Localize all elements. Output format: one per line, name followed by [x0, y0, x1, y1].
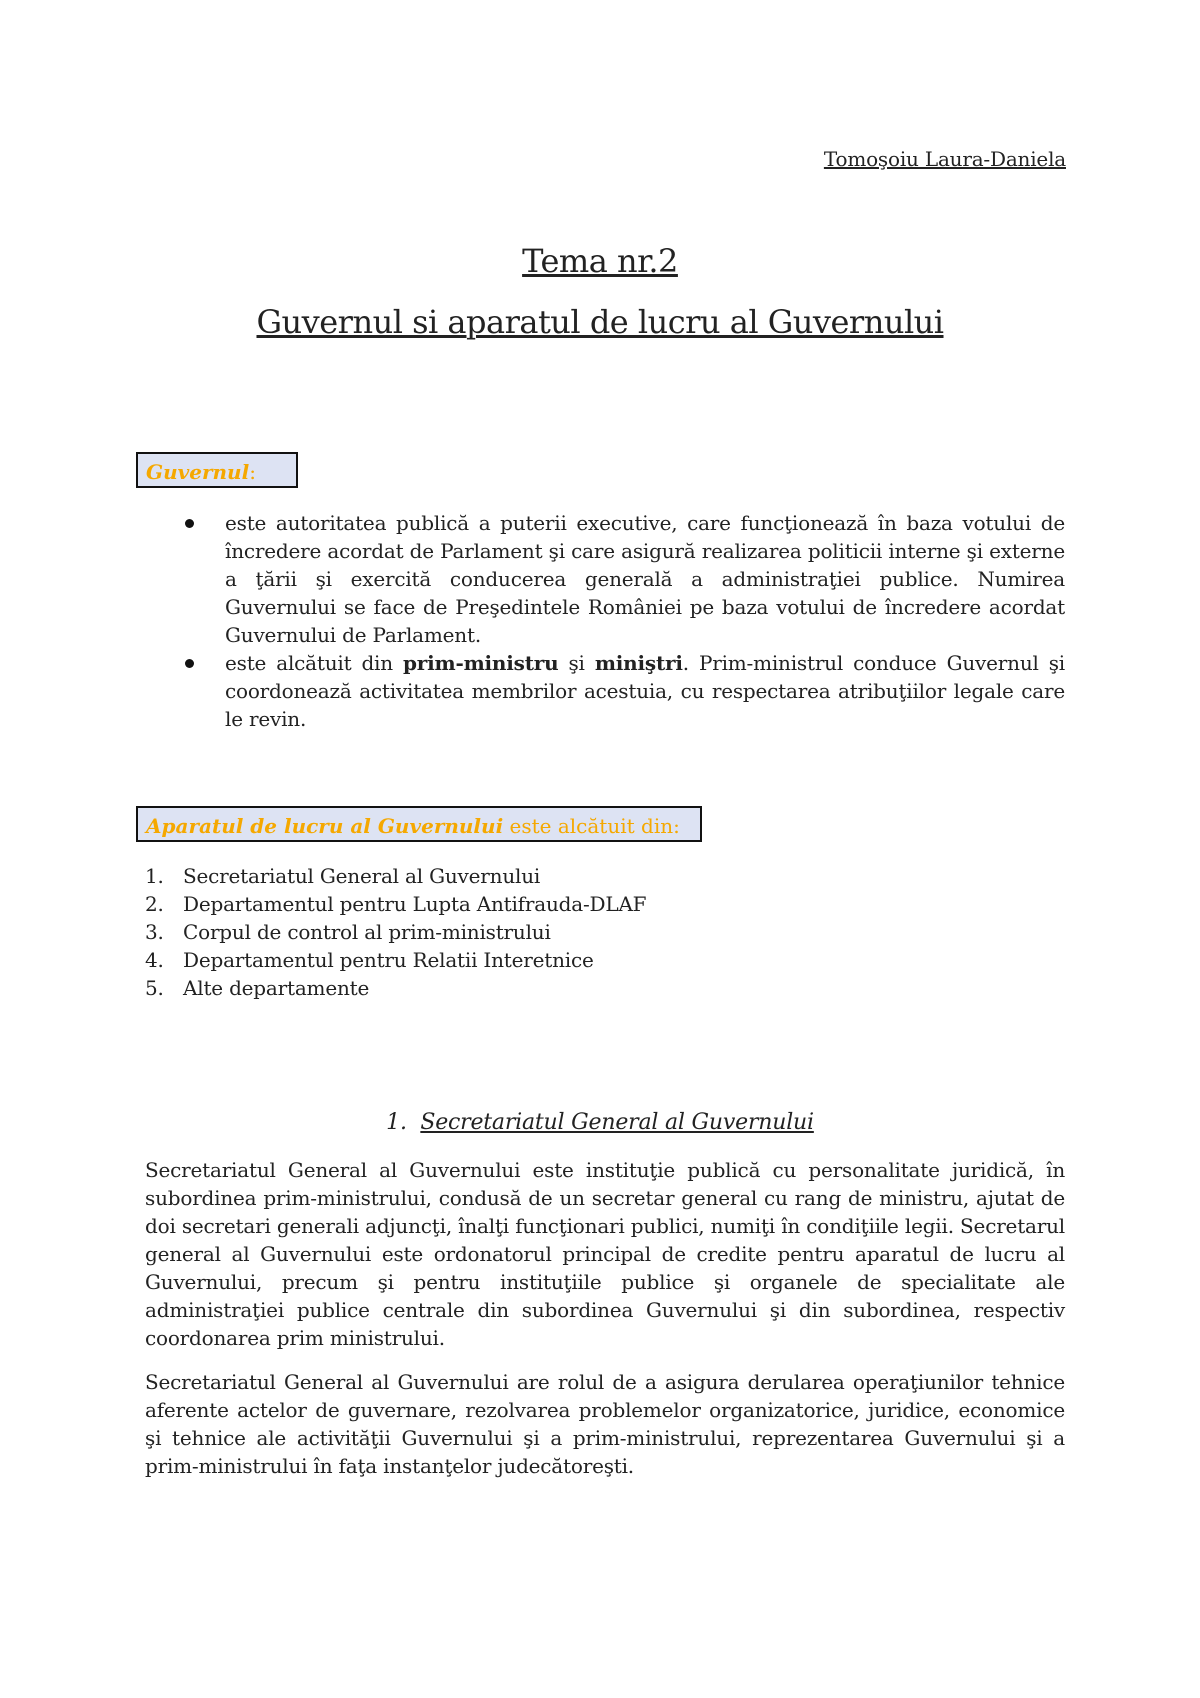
section-paragraph-2: Secretariatul General al Guvernului are rolul de a asigura derularea operaţiunilor tehnice aferente actelor de guvernare, rezolvarea problemelor organizatorice, juridice, economice şi tehnice ale activităţii Guvernului şi a prim-ministrului, reprezentarea Guvernului şi a prim-ministrului în faţa instanţelor judecătoreşti. — [145, 1370, 1065, 1478]
aparatul-label-box — [136, 806, 702, 842]
guvernul-bullet-list — [175, 509, 1065, 733]
guvernul-label-suffix: : — [249, 460, 256, 484]
list-item: 3. Corpul de control al prim-ministrului — [145, 920, 551, 944]
page-title: Tema nr.2 — [522, 242, 678, 280]
section-title: Secretariatul General al Guvernului — [420, 1110, 814, 1135]
bullet-icon — [185, 659, 194, 668]
page-subtitle: Guvernul si aparatul de lucru al Guvernului — [256, 303, 944, 341]
list-item: 2. Departamentul pentru Lupta Antifrauda-DLAF — [145, 892, 647, 916]
list-item: 5. Alte departamente — [145, 976, 370, 1000]
aparatul-list — [145, 862, 646, 1002]
list-item: 4. Departamentul pentru Relatii Interetnice — [145, 948, 594, 972]
guvernul-bullet-1: este autoritatea publică a puterii executive, care funcţionează în baza votului de încredere acordat de Parlament şi care asigură realizarea politicii interne şi externe a ţării şi exercită conducerea generală a administraţiei publice. Numirea Guvernului se face de Preşedintele României pe baza votului de încredere acordat Guvernului de Parlament. — [225, 511, 1065, 647]
guvernul-bullet-2: este alcătuit din prim-ministru şi miniştri. Prim-ministrul conduce Guvernul şi coordonează activitatea membrilor acestuia, cu respectarea atribuţiilor legale care le revin. — [225, 651, 1066, 731]
section-number: 1. — [386, 1110, 407, 1135]
aparatul-label-rest: este alcătuit din: — [503, 814, 680, 838]
bullet-icon — [185, 519, 194, 528]
section-heading — [0, 1110, 1200, 1135]
list-item: 1. Secretariatul General al Guvernului — [145, 864, 541, 888]
guvernul-label-box — [136, 452, 298, 488]
guvernul-label: Guvernul — [146, 460, 250, 484]
list-item — [175, 649, 1065, 733]
section-paragraph-1: Secretariatul General al Guvernului este instituţie publică cu personalitate juridică, în subordinea prim-ministrului, condusă de un secretar general cu rang de ministru, ajutat de doi secretari generali adjuncţi, înalţi funcţionari publici, numiţi în condiţiile legii. Secretarul general al Guvernului este ordonatorul principal de credite pentru aparatul de lucru al Guvernului, precum şi pentru instituţiile publice şi organele de specialitate ale administraţiei publice centrale din subordinea Guvernului şi din subordinea, respectiv coordonarea prim ministrului. — [145, 1158, 1065, 1350]
author-name: Tomoşoiu Laura-Daniela — [823, 147, 1066, 171]
list-item — [175, 509, 1065, 649]
aparatul-label: Aparatul de lucru al Guvernului — [146, 814, 504, 838]
